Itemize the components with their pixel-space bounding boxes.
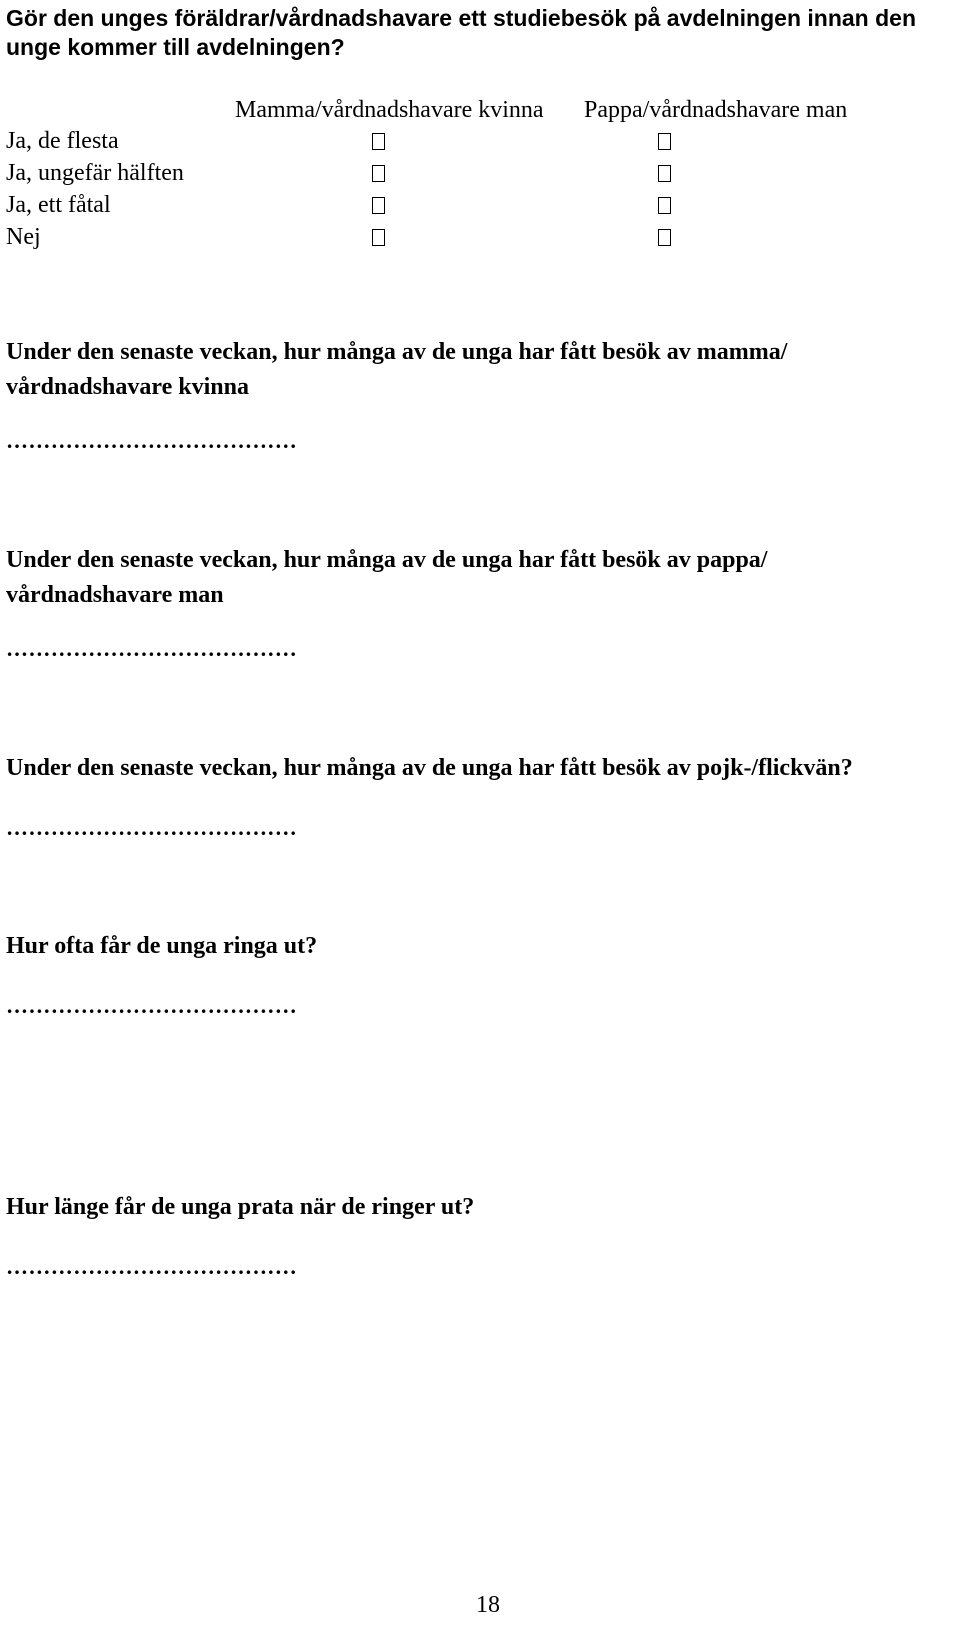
page-number: 18	[476, 1592, 500, 1618]
checkbox-father-about-half[interactable]	[658, 165, 671, 182]
option-label-about-half: Ja, ungefär hälften	[6, 160, 184, 186]
checkbox-father-most[interactable]	[658, 133, 671, 150]
question-2-line-1: Under den senaste veckan, hur många av de unga har fått besök av mamma/	[6, 339, 788, 365]
checkbox-mother-most[interactable]	[372, 133, 385, 150]
answer-field-q5[interactable]: …………………………………	[6, 993, 298, 1018]
option-label-few: Ja, ett fåtal	[6, 192, 111, 218]
checkbox-mother-no[interactable]	[372, 229, 385, 246]
checkbox-father-no[interactable]	[658, 229, 671, 246]
question-5-line-1: Hur ofta får de unga ringa ut?	[6, 933, 318, 959]
answer-field-q2[interactable]: …………………………………	[6, 428, 298, 453]
question-3-line-1: Under den senaste veckan, hur många av de unga har fått besök av pappa/	[6, 547, 768, 573]
option-label-no: Nej	[6, 224, 41, 250]
answer-field-q4[interactable]: …………………………………	[6, 815, 298, 840]
option-label-most: Ja, de flesta	[6, 128, 119, 154]
question-1-line-1: Gör den unges föräldrar/vårdnadshavare ett studiebesök på avdelningen innan den	[6, 5, 916, 31]
checkbox-mother-about-half[interactable]	[372, 165, 385, 182]
question-4-line-1: Under den senaste veckan, hur många av de unga har fått besök av pojk-/flickvän?	[6, 755, 853, 781]
answer-field-q6[interactable]: …………………………………	[6, 1254, 298, 1279]
question-1-line-2: unge kommer till avdelningen?	[6, 34, 345, 60]
question-3-line-2: vårdnadshavare man	[6, 582, 224, 608]
checkbox-mother-few[interactable]	[372, 197, 385, 214]
column-header-mother: Mamma/vårdnadshavare kvinna	[235, 97, 544, 123]
question-2-line-2: vårdnadshavare kvinna	[6, 374, 249, 400]
answer-field-q3[interactable]: …………………………………	[6, 636, 298, 661]
checkbox-father-few[interactable]	[658, 197, 671, 214]
column-header-father: Pappa/vårdnadshavare man	[584, 97, 848, 123]
question-6-line-1: Hur länge får de unga prata när de ringer ut?	[6, 1194, 475, 1220]
